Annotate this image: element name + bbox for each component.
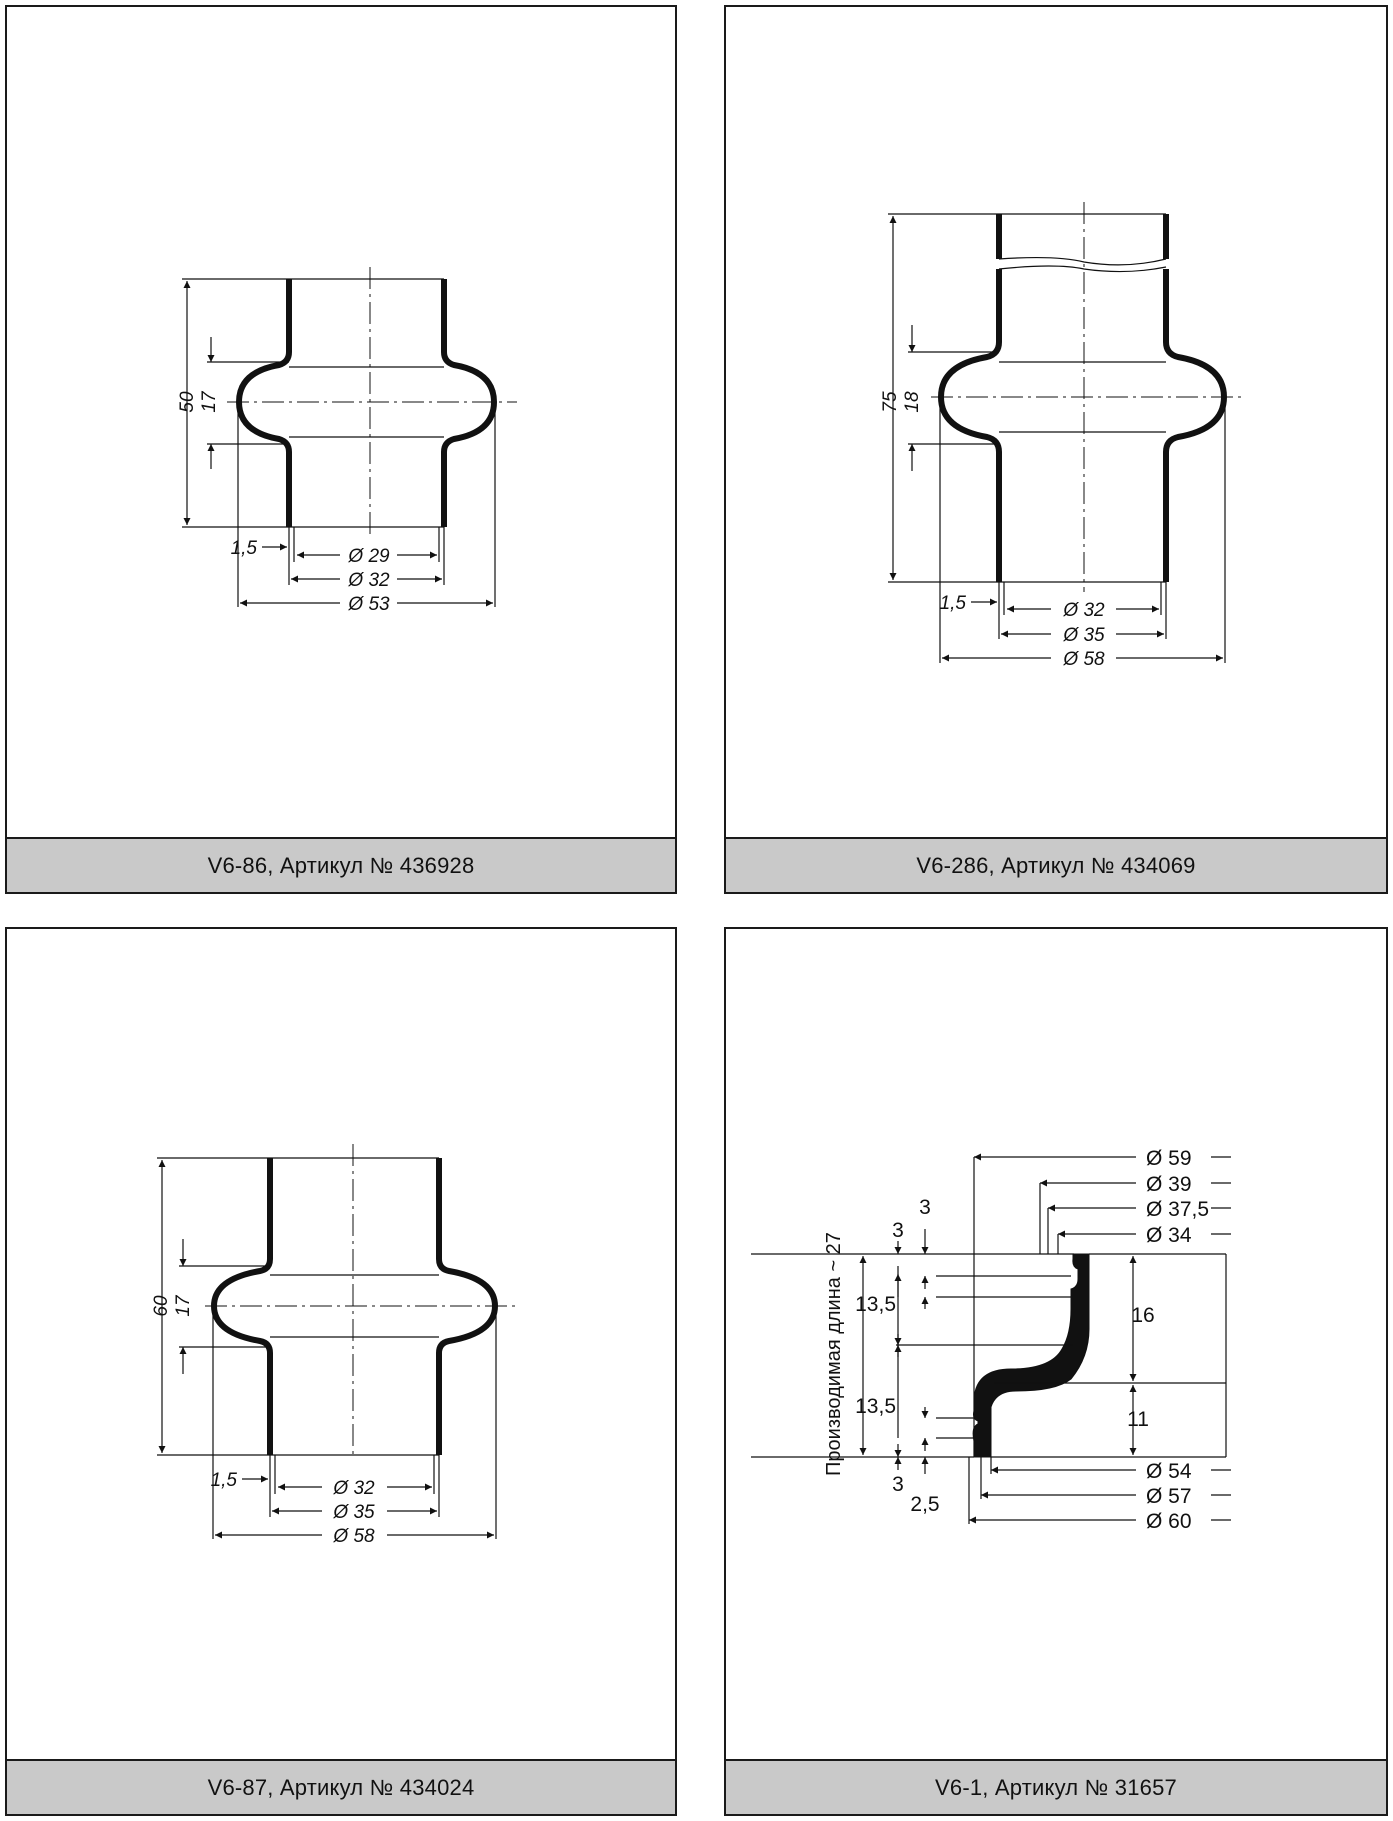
dim-wall: 1,5 [210,1470,237,1491]
dim-d54: Ø 54 [1146,1460,1192,1483]
dim-bottom-2-5: 2,5 [910,1493,940,1516]
drawing-panel-v6-87 [5,927,677,1816]
dim-13-5-top: 13,5 [855,1293,896,1316]
dim-bulge-diameter: Ø 53 [348,594,390,615]
panel-caption: V6-86, Артикул № 436928 [7,837,675,892]
part-outline-right [444,279,494,527]
dim-inner-diameter: Ø 32 [333,1478,375,1499]
panel-caption: V6-1, Артикул № 31657 [726,1759,1386,1814]
dim-bulge-diameter: Ø 58 [333,1526,375,1547]
drawing-panel-v6-86 [5,5,677,894]
dim-bottom-3: 3 [892,1473,904,1496]
drawing-v6-1 [726,929,1386,1759]
dim-d60: Ø 60 [1146,1510,1192,1533]
dim-11: 11 [1127,1408,1149,1431]
drawing-panel-v6-1 [724,927,1388,1816]
dim-d37-5: Ø 37,5 [1146,1198,1210,1221]
drawing-panel-v6-286 [724,5,1388,894]
dim-produced-length: Производимая длина ~ 27 [823,1232,845,1476]
part-outline-left [941,269,999,582]
drawing-v6-86 [7,7,675,837]
dim-inner-diameter: Ø 29 [348,546,390,567]
dim-bulge: 17 [173,1295,194,1317]
part-outline-right [1166,269,1224,582]
dim-13-5-bottom: 13,5 [855,1395,896,1418]
panel-caption: V6-87, Артикул № 434024 [7,1759,675,1814]
dim-top-3a: 3 [892,1219,904,1242]
dim-d39: Ø 39 [1146,1173,1192,1196]
dim-d57: Ø 57 [1146,1485,1192,1508]
dim-height: 50 [177,391,198,413]
dim-d34: Ø 34 [1146,1224,1192,1247]
dim-16: 16 [1131,1304,1155,1327]
panel-caption: V6-286, Артикул № 434069 [726,837,1386,892]
dim-height: 75 [880,391,901,413]
dim-bulge: 18 [902,391,923,413]
dim-wall: 1,5 [939,593,966,614]
dim-top-3b: 3 [919,1196,931,1219]
dim-outer-diameter: Ø 35 [333,1502,375,1523]
part-outline-left [239,279,289,527]
dim-outer-diameter: Ø 32 [348,570,390,591]
dim-d59: Ø 59 [1146,1147,1192,1170]
part-section [973,1254,1089,1457]
drawing-v6-286 [726,7,1386,837]
drawing-v6-87 [7,929,675,1759]
dim-bulge: 17 [199,391,220,413]
dim-wall: 1,5 [230,538,257,559]
dim-bulge-diameter: Ø 58 [1063,649,1105,670]
dim-height: 60 [151,1295,172,1317]
dim-inner-diameter: Ø 32 [1063,600,1105,621]
dim-outer-diameter: Ø 35 [1063,625,1105,646]
